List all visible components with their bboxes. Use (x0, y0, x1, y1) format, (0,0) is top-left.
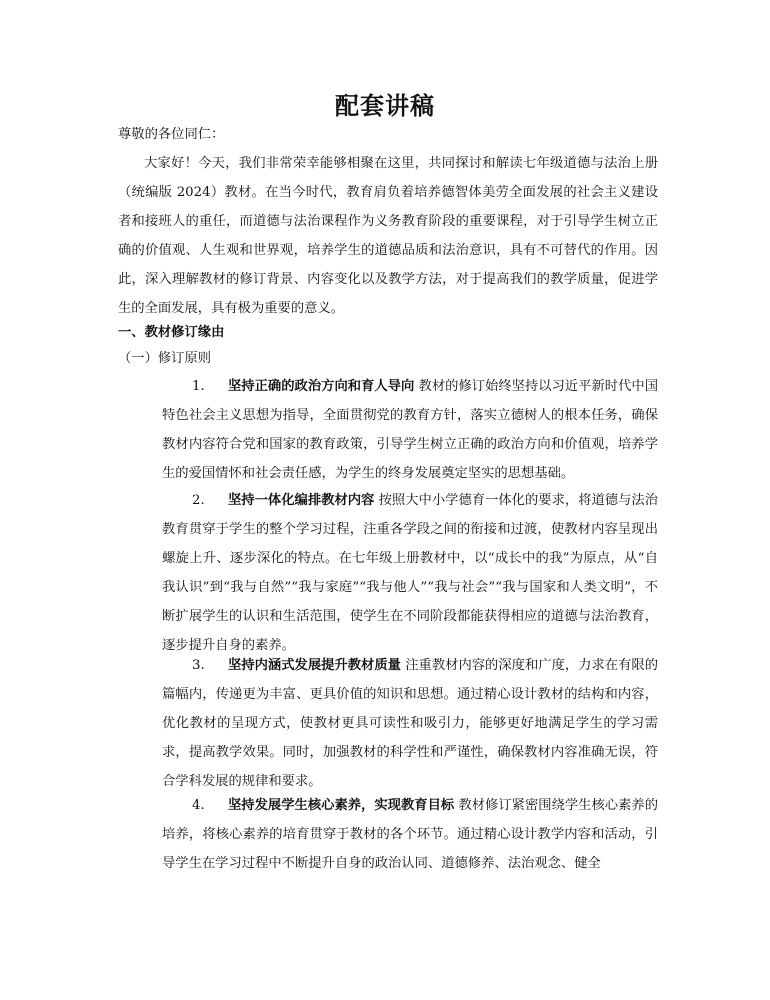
item-body (162, 372, 658, 488)
item-text: 教材修订紧密围绕学生核心素养的培养，将核心素养的培育贯穿于教材的各个环节。通过精心设计教学内容和活动，引导学生在学习过程中不断提升自身的政治认同、道德修养、法治观念、健全 (162, 798, 659, 871)
item-lead: 坚持正确的政治方向和育人导向 (228, 379, 415, 394)
item-lead: 坚持内涵式发展提升教材质量 (228, 658, 401, 673)
item-text: 教材的修订始终坚持以习近平新时代中国特色社会主义思想为指导，全面贯彻党的教育方针，落实立德树人的根本任务，确保教材内容符合党和国家的教育政策，引导学生树立正确的政治方向和价值观，培养学生的爱国情怀和社会责任感，为学生的终身发展奠定坚实的思想基础。 (162, 379, 659, 481)
subsection-heading-1: （一）修订原则 (118, 351, 212, 366)
principle-item-1 (162, 372, 658, 488)
item-text: 按照大中小学德育一体化的要求，将道德与法治教育贯穿于学生的整个学习过程，注重各学段之间的衔接和过渡，使教材内容呈现出螺旋上升、逐步深化的特点。在七年级上册教材中，以“成长中的我”为原点，从“自我认识”到“我与自然”“我与家庭”“我与他人”“我与社会”“我与国家和人类文明”，不断扩展学生的认识和生活范围，使学生在不同阶段都能获得相应的道德与法治教育，逐步提升自身的素养。 (162, 493, 659, 653)
item-lead: 坚持一体化编排教材内容 (228, 493, 375, 508)
greeting-paragraph: 尊敬的各位同仁： (118, 127, 225, 142)
intro-paragraph: 大家好！今天，我们非常荣幸能够相聚在这里，共同探讨和解读七年级道德与法治上册（统编版 2024）教材。在当今时代，教育肩负着培养德智体美劳全面发展的社会主义建设者和接班人的重任，而道德与法治课程作为义务教育阶段的重要课程，对于引导学生树立正确的价值观、人生观和世界观，培养学生的道德品质和法治意识，具有不可替代的作用。因此，深入理解教材的修订背景、内容变化以及教学方法，对于提高我们的教学质量，促进学生的全面发展，具有极为重要的意义。 (118, 156, 658, 316)
principle-item-4 (162, 791, 658, 878)
item-lead: 坚持发展学生核心素养，实现教育目标 (228, 798, 455, 813)
section-heading-1: 一、教材修订缘由 (118, 325, 225, 340)
principle-item-2 (162, 486, 658, 660)
item-number: 2. (192, 493, 205, 508)
item-number: 4. (192, 798, 205, 813)
item-number: 1. (192, 379, 205, 394)
item-body (162, 486, 658, 660)
item-body (162, 651, 658, 796)
item-text: 注重教材内容的深度和广度，力求在有限的篇幅内，传递更为丰富、更具价值的知识和思想。通过精心设计教材的结构和内容，优化教材的呈现方式，使教材更具可读性和吸引力，能够更好地满足学生的学习需求，提高教学效果。同时，加强教材的科学性和严谨性，确保教材内容准确无误，符合学科发展的规律和要求。 (162, 658, 659, 789)
principle-item-3 (162, 651, 658, 796)
document-title: 配套讲稿 (335, 91, 435, 120)
item-number: 3. (192, 658, 205, 673)
item-body (162, 791, 658, 878)
